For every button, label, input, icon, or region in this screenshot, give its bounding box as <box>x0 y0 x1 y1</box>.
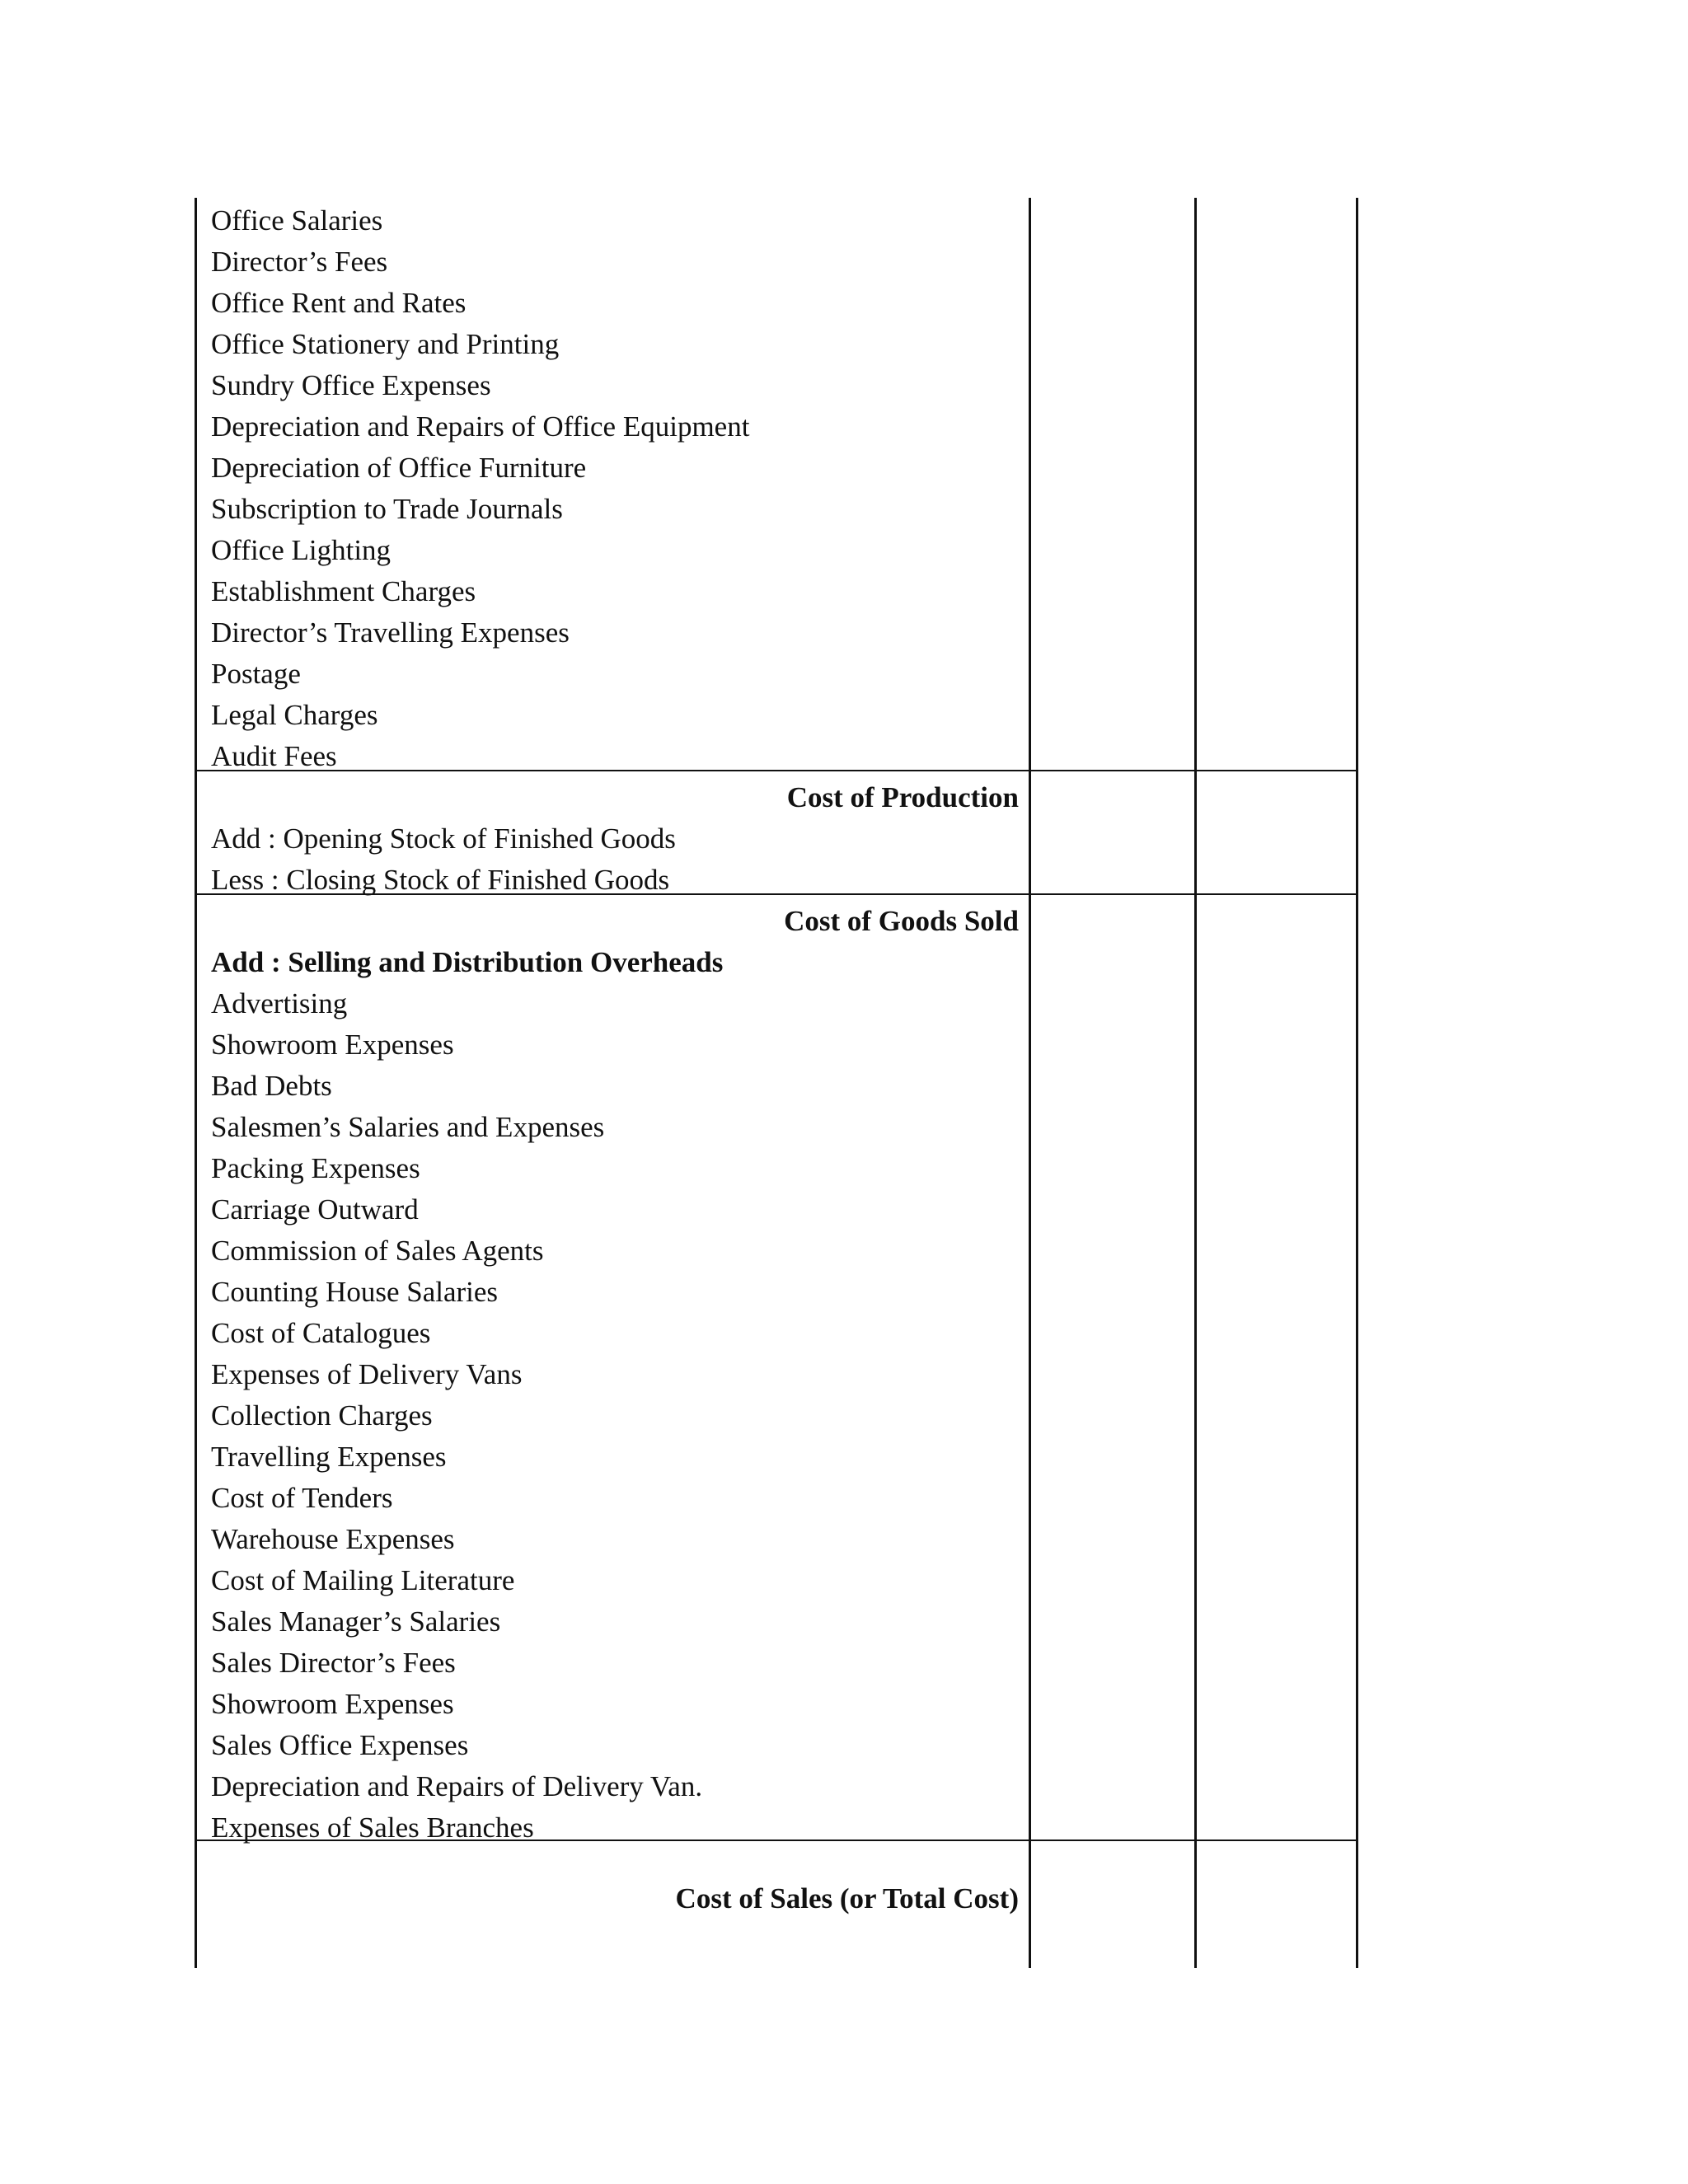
admin-item: Audit Fees <box>211 740 337 772</box>
cost-of-sales-label: Cost of Sales (or Total Cost) <box>675 1882 1019 1915</box>
amount-column-divider-2 <box>1194 198 1197 1968</box>
selling-item: Collection Charges <box>211 1399 433 1432</box>
selling-item: Cost of Mailing Literature <box>211 1564 515 1596</box>
admin-item: Office Salaries <box>211 204 383 237</box>
selling-item: Sales Office Expenses <box>211 1729 469 1761</box>
admin-item: Legal Charges <box>211 699 378 731</box>
admin-item: Subscription to Trade Journals <box>211 493 563 525</box>
selling-item: Expenses of Delivery Vans <box>211 1358 523 1390</box>
admin-item: Depreciation of Office Furniture <box>211 452 587 484</box>
selling-item: Showroom Expenses <box>211 1029 454 1061</box>
admin-item: Postage <box>211 658 301 690</box>
amount-column-divider-1 <box>1029 198 1031 1968</box>
selling-item: Bad Debts <box>211 1070 332 1102</box>
selling-item: Showroom Expenses <box>211 1688 454 1720</box>
selling-item: Carriage Outward <box>211 1193 419 1226</box>
table-right-border <box>1356 198 1358 1968</box>
table-left-border <box>195 198 197 1968</box>
selling-item: Salesmen’s Salaries and Expenses <box>211 1111 605 1143</box>
selling-item: Counting House Salaries <box>211 1276 499 1308</box>
selling-item: Warehouse Expenses <box>211 1523 455 1555</box>
admin-item: Sundry Office Expenses <box>211 369 491 401</box>
admin-item: Office Lighting <box>211 534 392 566</box>
selling-item: Sales Manager’s Salaries <box>211 1605 501 1638</box>
stock-item: Less : Closing Stock of Finished Goods <box>211 864 670 896</box>
selling-item: Advertising <box>211 987 348 1019</box>
cost-of-goods-sold-label: Cost of Goods Sold <box>784 905 1019 937</box>
selling-item: Sales Director’s Fees <box>211 1647 456 1679</box>
selling-item: Travelling Expenses <box>211 1441 447 1473</box>
admin-item: Depreciation and Repairs of Office Equipment <box>211 410 750 443</box>
selling-overheads-heading: Add : Selling and Distribution Overheads <box>211 946 724 978</box>
selling-item: Cost of Catalogues <box>211 1317 431 1349</box>
selling-item: Packing Expenses <box>211 1152 420 1184</box>
admin-item: Office Stationery and Printing <box>211 328 560 360</box>
selling-item: Expenses of Sales Branches <box>211 1811 534 1844</box>
admin-item: Director’s Fees <box>211 246 388 278</box>
selling-item: Commission of Sales Agents <box>211 1235 544 1267</box>
selling-item: Depreciation and Repairs of Delivery Van. <box>211 1770 703 1802</box>
stock-item: Add : Opening Stock of Finished Goods <box>211 823 676 855</box>
selling-item: Cost of Tenders <box>211 1482 393 1514</box>
admin-item: Office Rent and Rates <box>211 287 467 319</box>
cost-of-production-label: Cost of Production <box>786 781 1019 813</box>
admin-item: Establishment Charges <box>211 575 476 607</box>
admin-item: Director’s Travelling Expenses <box>211 616 570 649</box>
